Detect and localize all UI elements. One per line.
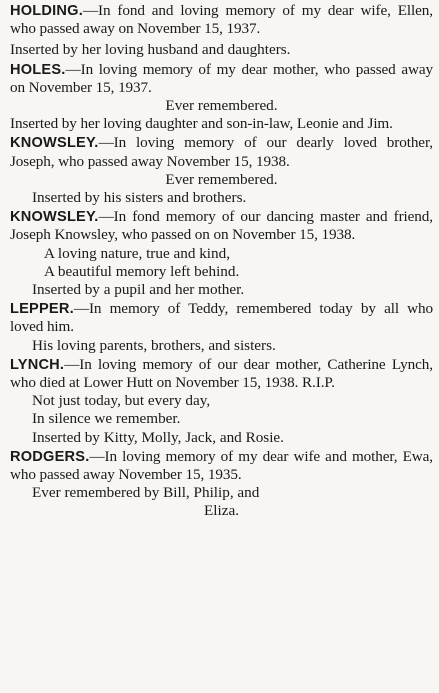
notice-body bbox=[10, 300, 433, 335]
notice-verse: A beautiful memory left behind. bbox=[44, 262, 240, 280]
notice-body bbox=[10, 356, 433, 391]
notice-rodgers bbox=[10, 448, 433, 520]
notice-text: —In fond and loving memory of my dear wife, Ellen, who passed away on November 15, 1937. bbox=[10, 2, 433, 38]
notice-name: LYNCH. bbox=[10, 356, 65, 373]
notice-lepper bbox=[10, 300, 433, 354]
notice-inserted-by: His loving parents, brothers, and sisters. bbox=[32, 336, 276, 354]
notice-inserted-by: Inserted by Kitty, Molly, Jack, and Rosie. bbox=[32, 428, 284, 446]
notice-name: RODGERS. bbox=[10, 448, 90, 465]
notice-body bbox=[10, 208, 433, 243]
notice-body bbox=[10, 448, 433, 483]
notice-name: HOLDING. bbox=[10, 3, 83, 19]
notice-inserted-by: Inserted by her loving daughter and son-in-law, Leonie and Jim. bbox=[10, 115, 393, 133]
notice-verse: Not just today, but every day, bbox=[32, 392, 211, 410]
notice-name: KNOWSLEY. bbox=[10, 135, 99, 152]
notice-text: —In memory of Teddy, remembered today by all who loved him. bbox=[10, 300, 433, 336]
notice-text: —In loving memory of our dear mother, Catherine Lynch, who died at Lower Hutt on November 15, 1938. R.I.P. bbox=[10, 355, 433, 392]
notice-body bbox=[10, 2, 433, 37]
notice-text: —In loving memory of my dear wife and mother, Ewa, who passed away November 15, 1935. bbox=[10, 447, 433, 484]
notice-inserted-by-cont: Eliza. bbox=[204, 502, 239, 520]
notice-body bbox=[10, 134, 433, 169]
notice-text: —In fond memory of our dancing master and friend, Joseph Knowsley, who passed on on November 15, 1938. bbox=[10, 208, 433, 244]
notice-inserted-by: Ever remembered by Bill, Philip, and bbox=[32, 484, 260, 502]
notice-verse: Ever remembered. bbox=[165, 97, 278, 115]
notice-knowsley-dancing-master bbox=[10, 208, 433, 298]
notice-inserted-by: Inserted by his sisters and brothers. bbox=[32, 189, 247, 207]
notice-name: HOLES. bbox=[10, 61, 66, 78]
notice-holes bbox=[10, 61, 433, 133]
notice-inserted-by: Inserted by her loving husband and daughters. bbox=[10, 41, 291, 59]
notice-verse: A loving nature, true and kind, bbox=[44, 244, 231, 262]
notice-verse: In silence we remember. bbox=[32, 410, 181, 428]
notice-knowsley-brother bbox=[10, 134, 433, 206]
notice-lynch bbox=[10, 356, 433, 446]
notice-text: —In loving memory of our dearly loved brother, Joseph, who passed away November 15, 1938. bbox=[10, 134, 433, 170]
notice-verse: Ever remembered. bbox=[165, 170, 278, 188]
notice-name: KNOWSLEY. bbox=[10, 209, 99, 226]
notice-text: —In loving memory of my dear mother, who passed away on November 15, 1937. bbox=[10, 60, 433, 96]
notice-inserted-by: Inserted by a pupil and her mother. bbox=[32, 281, 245, 299]
notice-body bbox=[10, 61, 433, 96]
notice-holding bbox=[10, 2, 433, 59]
notice-name: LEPPER. bbox=[10, 301, 74, 318]
